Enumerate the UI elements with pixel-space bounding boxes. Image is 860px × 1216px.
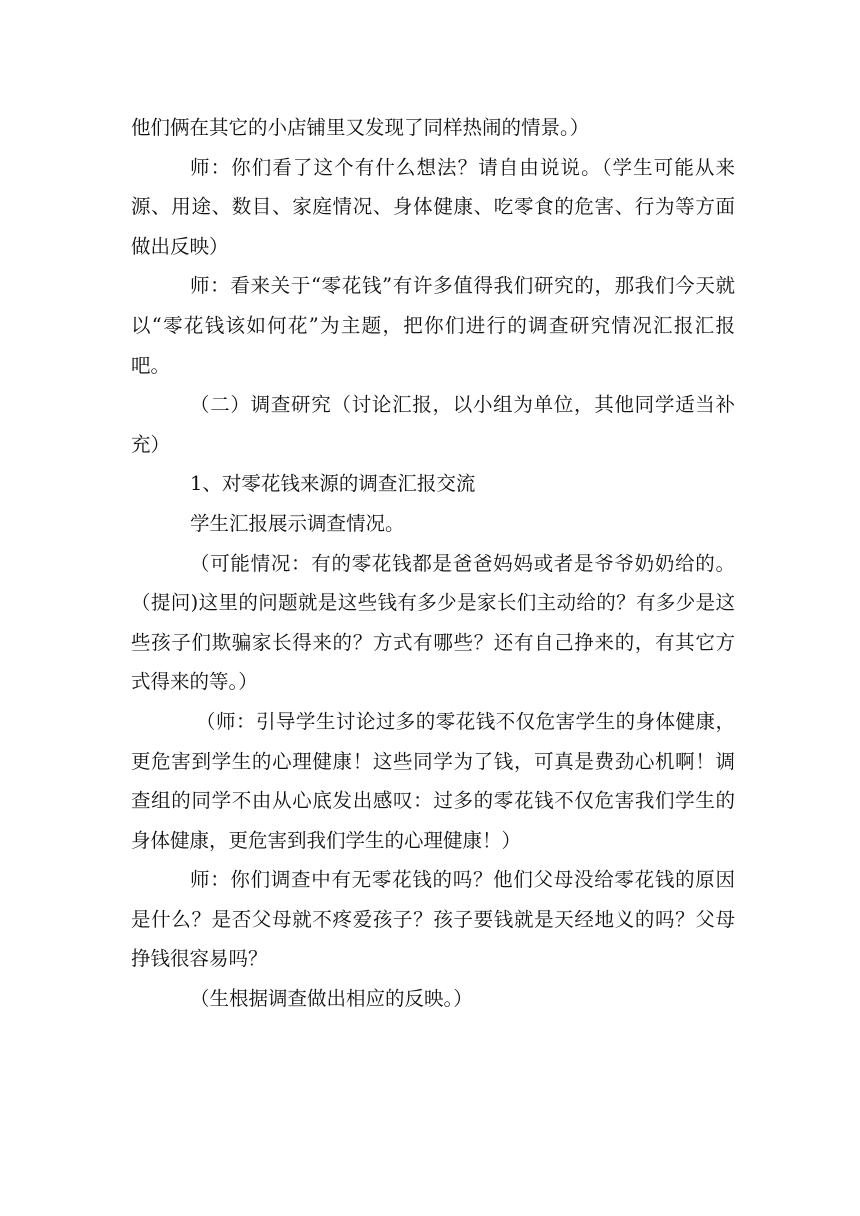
paragraph-subsection-heading: 1、对零花钱来源的调查汇报交流 bbox=[190, 472, 476, 496]
paragraph-possible-cases: （可能情况：有的零花钱都是爸爸妈妈或者是爷爷奶奶给的。（提问)这里的问题就是这些钱有多少是家长们主动给的？有多少是这些孩子们欺骗家长得来的？方式有哪些？还有自己挣来的，有其它方式得来的等。） bbox=[131, 551, 735, 694]
paragraph-student-report: 学生汇报展示调查情况。 bbox=[190, 511, 405, 535]
paragraph-teacher-topic: 师：看来关于“零花钱”有许多值得我们研究的，那我们今天就以“零花钱该如何花”为主题，把你们进行的调查研究情况汇报汇报吧。 bbox=[131, 274, 735, 377]
document-body bbox=[131, 108, 735, 1019]
paragraph-section-heading: （二）调查研究（讨论汇报，以小组为单位，其他同学适当补充） bbox=[131, 393, 735, 456]
paragraph-teacher-question: 师：你们看了这个有什么想法？请自由说说。（学生可能从来源、用途、数目、家庭情况、身体健康、吃零食的危害、行为等方面做出反映） bbox=[131, 155, 735, 258]
paragraph-continuation: 他们俩在其它的小店铺里又发现了同样热闹的情景。） bbox=[131, 116, 590, 139]
paragraph-teacher-guidance: （师：引导学生讨论过多的零花钱不仅危害学生的身体健康，更危害到学生的心理健康！这些同学为了钱，可真是费劲心机啊！调查组的同学不由从心底发出感叹：过多的零花钱不仅危害我们学生的身体健康，更危害到我们学生的心理健康！） bbox=[131, 709, 735, 852]
paragraph-student-response: （生根据调查做出相应的反映。） bbox=[190, 987, 473, 1011]
paragraph-teacher-followup: 师：你们调查中有无零花钱的吗？他们父母没给零花钱的原因是什么？是否父母就不疼爱孩子？孩子要钱就是天经地义的吗？父母挣钱很容易吗？ bbox=[131, 868, 735, 971]
